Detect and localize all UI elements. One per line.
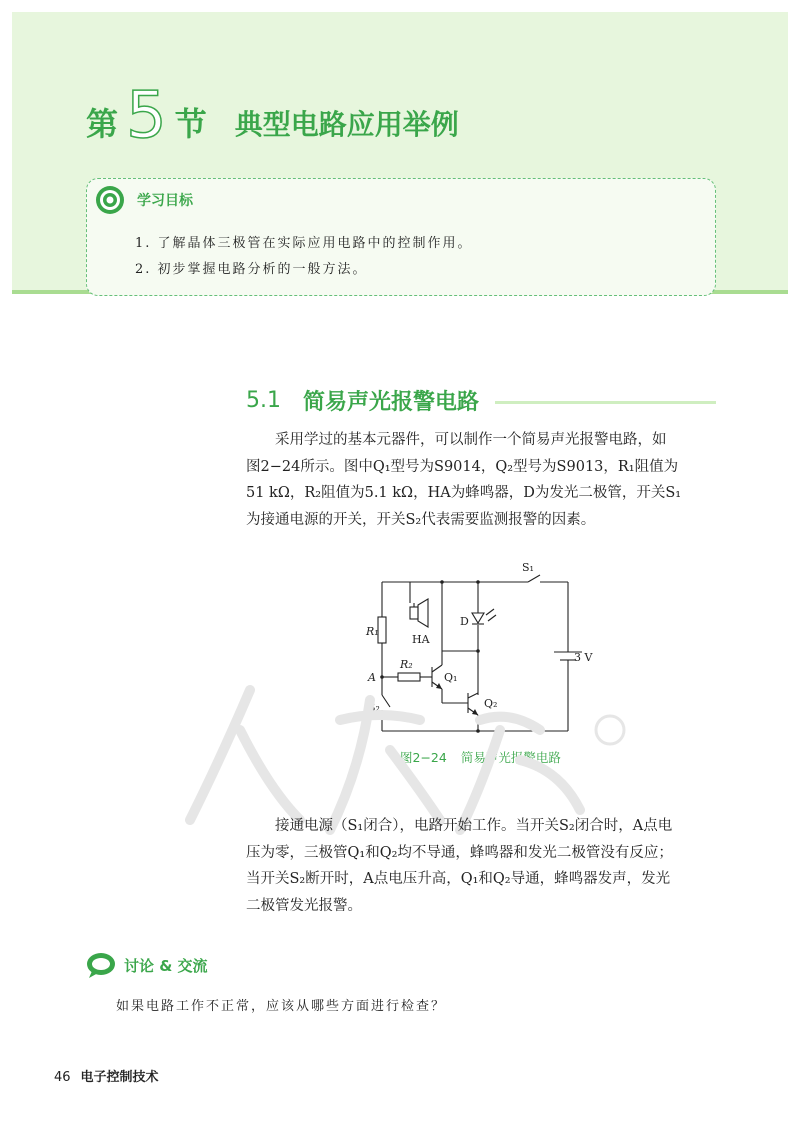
intro-line: 采用学过的基本元器件，可以制作一个简易声光报警电路，如 xyxy=(275,432,667,448)
learning-goals-header xyxy=(95,185,193,215)
analysis-line: 当开关S₂断开时，A点电压升高，Q₁和Q₂导通，蜂鸣器发声，发光 xyxy=(246,871,671,887)
discussion-label: 讨论 & 交流 xyxy=(124,956,208,975)
learning-goals-list xyxy=(135,233,473,285)
figure-caption-title: 简易声光报警电路 xyxy=(460,750,561,765)
intro-paragraph xyxy=(246,427,716,533)
label-voltage: 3 V xyxy=(574,651,593,664)
chat-bubble-icon xyxy=(86,952,116,978)
section-name: 典型电路应用举例 xyxy=(234,108,459,141)
section-number: 5 xyxy=(126,79,167,154)
figure-caption-number: 图2−24 xyxy=(400,750,447,765)
analysis-line: 压为零，三极管Q₁和Q₂均不导通，蜂鸣器和发光二极管没有反应； xyxy=(246,844,673,861)
analysis-line: 接通电源（S₁闭合），电路开始工作。当开关S₂闭合时，A点电 xyxy=(275,818,673,834)
label-r1: R₁ xyxy=(366,625,379,638)
label-s1: S₁ xyxy=(522,561,534,574)
target-icon xyxy=(95,185,125,215)
label-q2: Q₂ xyxy=(484,697,498,710)
circuit-diagram xyxy=(350,555,620,755)
label-a: A xyxy=(368,671,376,684)
goal-item: 1. 了解晶体三极管在实际应用电路中的控制作用。 xyxy=(135,236,473,251)
learning-goals-label: 学习目标 xyxy=(137,193,193,209)
intro-line: 51 kΩ，R₂阻值为5.1 kΩ，HA为蜂鸣器，D为发光二极管，开关S₁ xyxy=(246,485,682,501)
intro-line: 为接通电源的开关，开关S₂代表需要监测报警的因素。 xyxy=(246,511,596,528)
subsection-title: 简易声光报警电路 xyxy=(303,389,480,415)
label-s2: S₂ xyxy=(368,701,380,714)
figure-caption xyxy=(400,748,561,766)
discussion-question: 如果电路工作不正常，应该从哪些方面进行检查？ xyxy=(116,999,447,1014)
subsection-number: 5.1 xyxy=(246,387,281,413)
section-title xyxy=(86,79,459,154)
intro-line: 图2−24所示。图中Q₁型号为S9014，Q₂型号为S9013，R₁阻值为 xyxy=(246,458,679,475)
label-r2: R₂ xyxy=(400,658,413,671)
analysis-line: 二极管发光报警。 xyxy=(246,897,362,914)
section-suffix: 节 xyxy=(174,105,207,143)
label-d: D xyxy=(460,615,469,628)
subsection-rule xyxy=(495,401,716,404)
section-prefix: 第 xyxy=(86,105,119,143)
page-footer xyxy=(54,1066,159,1085)
discussion-header xyxy=(86,952,208,978)
learning-goals-box xyxy=(86,178,716,296)
book-title: 电子控制技术 xyxy=(80,1070,159,1085)
subsection-heading xyxy=(246,383,716,417)
page-number: 46 xyxy=(54,1070,71,1085)
label-q1: Q₁ xyxy=(444,671,458,684)
goal-item: 2. 初步掌握电路分析的一般方法。 xyxy=(135,262,368,277)
analysis-paragraph xyxy=(246,813,716,919)
label-ha: HA xyxy=(412,633,430,646)
